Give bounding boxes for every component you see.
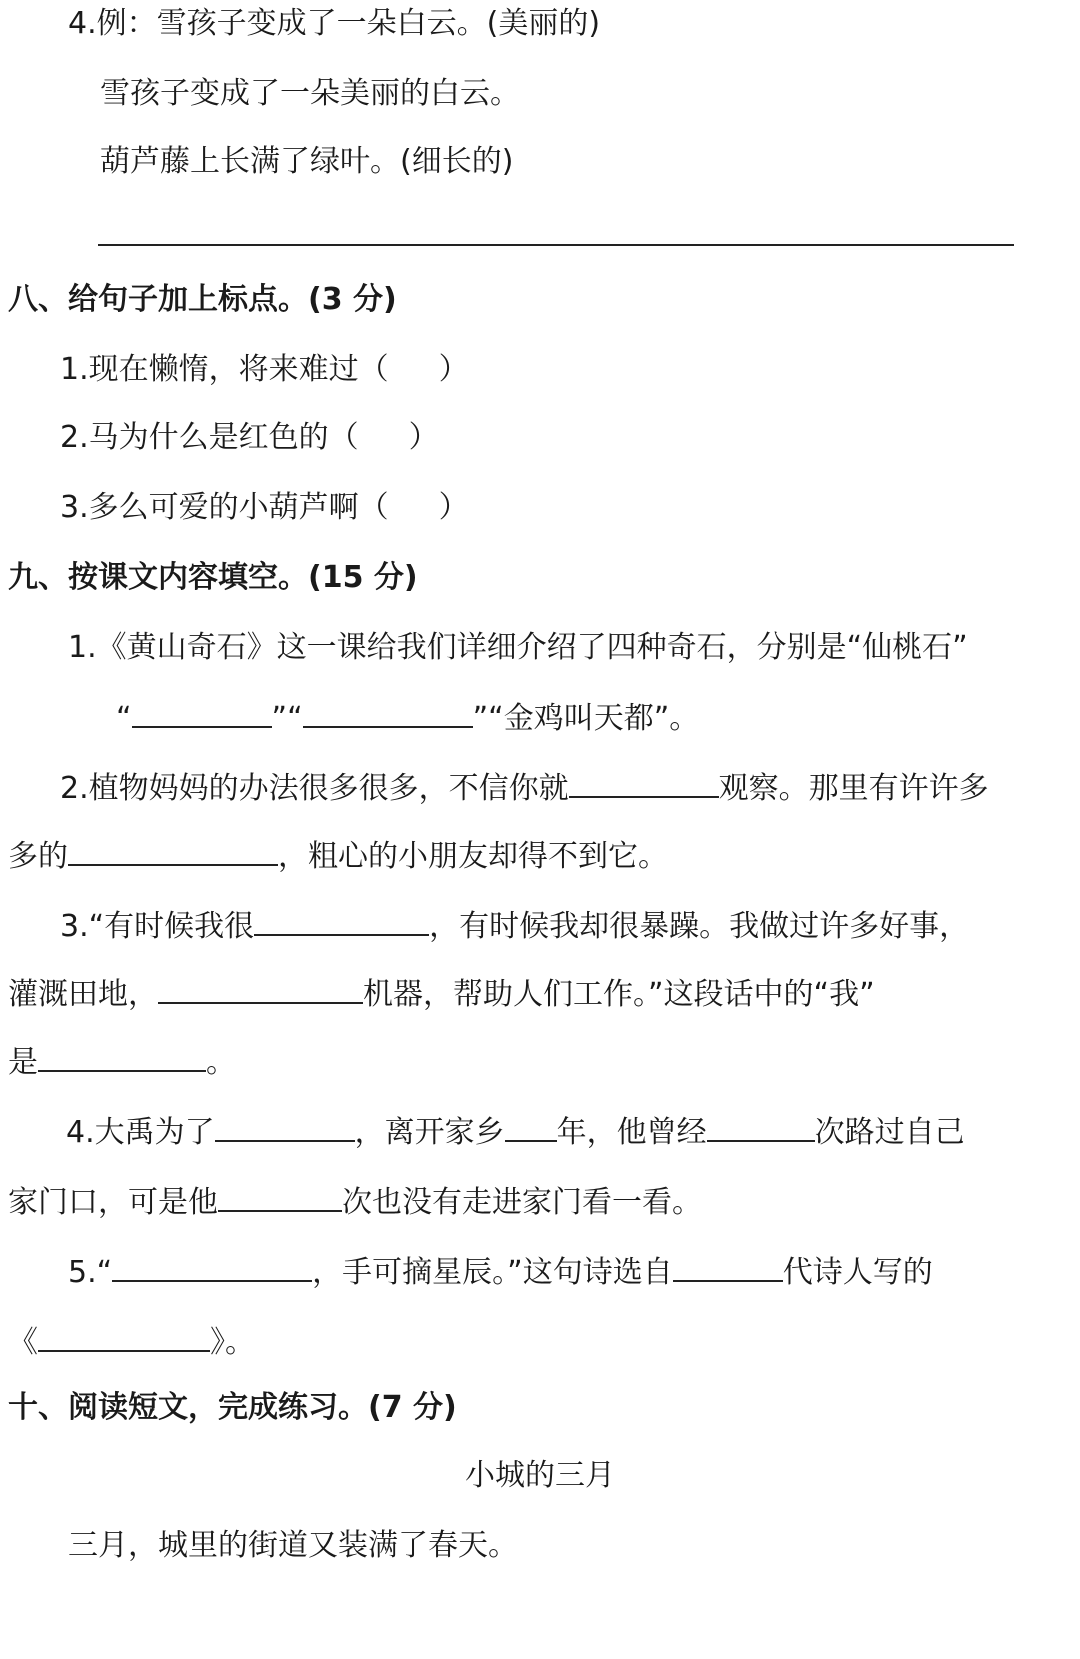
q5-text-3: 代诗人写的 [782, 1255, 933, 1290]
q3-line-c [8, 1040, 236, 1083]
q1-text-1: “ [116, 701, 132, 736]
q3-blank-2[interactable] [158, 972, 363, 1004]
q1-text-2: ”“ [271, 701, 303, 736]
q1-text-3: ”“金鸡叫天都”。 [472, 701, 700, 736]
punct-item-1-text: 1.现在懒惰，将来难过（ [60, 352, 389, 387]
q5-text-4: 《 [8, 1325, 38, 1360]
q2-line-a [60, 766, 989, 809]
q4-text-5: 家门口，可是他 [8, 1185, 218, 1220]
q1-blank-1[interactable] [132, 696, 272, 728]
q2-blank-1[interactable] [569, 766, 719, 798]
q3-text-2: ，有时候我却很暴躁。我做过许多好事， [429, 909, 970, 944]
q2-text-3: 多的 [8, 839, 68, 874]
q5-text-1: 5.“ [68, 1255, 113, 1290]
q4-blank-2[interactable] [505, 1110, 557, 1142]
q3-line-a [60, 904, 969, 947]
q4-text-6: 次也没有走进家门看一看。 [342, 1185, 702, 1220]
q1-blank-2[interactable] [303, 696, 473, 728]
q5-blank-1[interactable] [112, 1250, 312, 1282]
section-8-heading: 八、给句子加上标点。(3 分) [8, 282, 397, 317]
q4-line-b [8, 1180, 702, 1223]
q4-blank-4[interactable] [218, 1180, 342, 1212]
q5-line-a [68, 1250, 933, 1293]
q3-text-3: 灌溉田地， [8, 977, 158, 1012]
q1-line-a: 1.《黄山奇石》这一课给我们详细介绍了四种奇石，分别是“仙桃石” [68, 630, 968, 665]
q5-text-5: 》。 [210, 1325, 255, 1360]
punct-item-2-text: 2.马为什么是红色的（ [60, 420, 359, 455]
punct-item-2 [60, 418, 439, 458]
q3-blank-1[interactable] [254, 904, 429, 936]
q4-blank-1[interactable] [215, 1110, 355, 1142]
q5-text-2: ，手可摘星辰。”这句诗选自 [312, 1255, 673, 1290]
punct-item-1 [60, 350, 469, 390]
q3-blank-3[interactable] [38, 1040, 206, 1072]
q5-blank-2[interactable] [673, 1250, 783, 1282]
section-9-heading: 九、按课文内容填空。(15 分) [8, 560, 418, 595]
q4-text-1: 4.大禹为了 [66, 1115, 215, 1150]
q2-blank-2[interactable] [68, 834, 278, 866]
rewrite-prompt: 葫芦藤上长满了绿叶。(细长的) [100, 144, 514, 179]
q3-line-b [8, 972, 875, 1015]
punct-item-2-close: ） [408, 420, 439, 455]
section-10-heading: 十、阅读短文，完成练习。(7 分) [8, 1390, 457, 1425]
example-line: 4.例：雪孩子变成了一朵白云。(美丽的) [68, 6, 601, 41]
passage-first-line: 三月，城里的街道又装满了春天。 [68, 1528, 518, 1563]
q4-blank-3[interactable] [707, 1110, 815, 1142]
q3-text-1: 3.“有时候我很 [60, 909, 255, 944]
q3-text-6: 。 [206, 1045, 236, 1080]
q4-text-3: 年，他曾经 [556, 1115, 707, 1150]
example-answer: 雪孩子变成了一朵美丽的白云。 [100, 76, 520, 111]
punct-item-1-close: ） [438, 352, 469, 387]
punct-item-3-text: 3.多么可爱的小葫芦啊（ [60, 490, 389, 525]
q4-line-a [66, 1110, 965, 1153]
q2-line-b [8, 834, 668, 877]
q3-text-4: 机器，帮助人们工作。”这段话中的“我” [363, 977, 875, 1012]
q1-line-b [116, 696, 699, 739]
passage-title: 小城的三月 [465, 1458, 615, 1493]
q2-text-1: 2.植物妈妈的办法很多很多，不信你就 [60, 771, 569, 806]
punct-item-3-close: ） [438, 490, 469, 525]
q3-text-5: 是 [8, 1045, 38, 1080]
q5-blank-3[interactable] [38, 1320, 210, 1352]
answer-line[interactable] [98, 244, 1014, 246]
q5-line-b [8, 1320, 255, 1363]
q2-text-4: ，粗心的小朋友却得不到它。 [278, 839, 668, 874]
q2-text-2: 观察。那里有许许多 [718, 771, 989, 806]
q4-text-4: 次路过自己 [814, 1115, 965, 1150]
punct-item-3 [60, 488, 469, 528]
q4-text-2: ，离开家乡 [354, 1115, 505, 1150]
